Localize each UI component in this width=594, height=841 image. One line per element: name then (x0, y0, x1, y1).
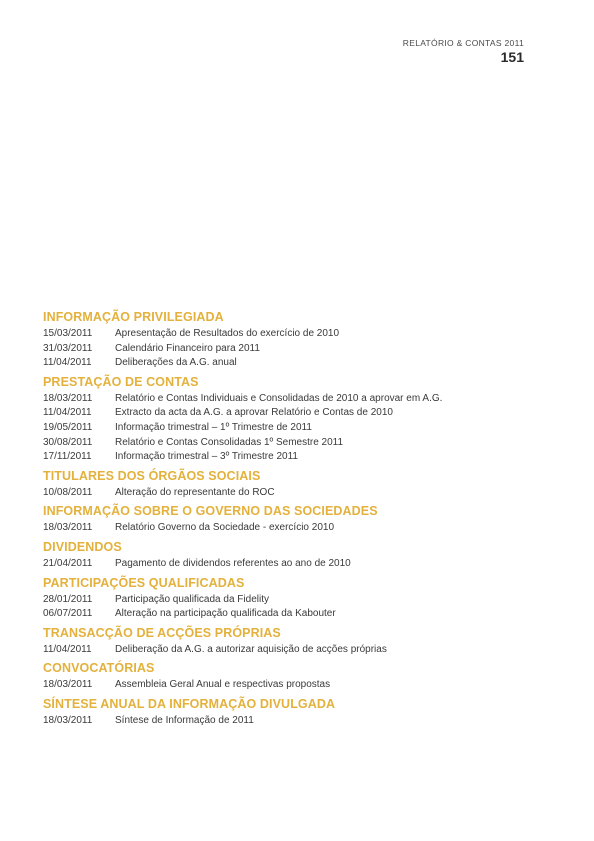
section-title: SÍNTESE ANUAL DA INFORMAÇÃO DIVULGADA (43, 696, 336, 711)
list-item (43, 342, 523, 357)
entry-date: 28/01/2011 (43, 593, 93, 605)
entry-date: 21/04/2011 (43, 557, 93, 569)
list-item (43, 714, 523, 729)
section-title: INFORMAÇÃO PRIVILEGIADA (43, 310, 224, 324)
entry-date: 06/07/2011 (43, 608, 93, 620)
section-title: TRANSACÇÃO DE ACÇÕES PRÓPRIAS (43, 625, 281, 640)
page-number: 151 (500, 49, 524, 65)
entry-date: 18/03/2011 (43, 392, 93, 404)
entry-description: Calendário Financeiro para 2011 (115, 342, 260, 354)
entry-description: Informação trimestral – 1º Trimestre de 2011 (115, 421, 312, 433)
list-item (43, 521, 523, 536)
section-title: INFORMAÇÃO SOBRE O GOVERNO DAS SOCIEDADES (43, 504, 378, 519)
list-item (43, 406, 523, 421)
entry-description: Alteração do representante do ROC (115, 486, 275, 498)
entry-date: 18/03/2011 (43, 522, 93, 534)
section-titulares-dos-orgaos-sociais (43, 469, 523, 501)
entry-description: Relatório Governo da Sociedade - exercício 2010 (115, 522, 335, 534)
list-item (43, 557, 523, 572)
entry-date: 11/04/2011 (43, 357, 92, 369)
report-title: RELATÓRIO & CONTAS 2011 (402, 38, 524, 48)
list-item (43, 327, 523, 342)
section-governo-das-sociedades (43, 504, 523, 536)
entry-description: Assembleia Geral Anual e respectivas propostas (115, 679, 331, 691)
list-item (43, 450, 523, 465)
list-item (43, 356, 523, 371)
entry-date: 18/03/2011 (43, 714, 93, 726)
section-title: PRESTAÇÃO DE CONTAS (43, 374, 199, 389)
section-dividendos (43, 540, 523, 572)
entry-description: Deliberações da A.G. anual (115, 357, 237, 369)
section-informacao-privilegiada (43, 310, 523, 371)
disclosure-list (43, 310, 523, 733)
entry-description: Participação qualificada da Fidelity (115, 593, 269, 605)
entry-description: Informação trimestral – 3º Trimestre 2011 (115, 451, 298, 463)
entry-date: 10/08/2011 (43, 486, 93, 498)
entry-description: Relatório e Contas Individuais e Consolidadas de 2010 a aprovar em A.G. (115, 392, 443, 404)
entry-date: 11/04/2011 (43, 407, 92, 419)
entry-description: Síntese de Informação de 2011 (115, 714, 254, 726)
section-sintese-anual (43, 697, 523, 729)
list-item (43, 607, 523, 622)
section-participacoes-qualificadas (43, 576, 523, 622)
list-item (43, 643, 523, 658)
entry-date: 18/03/2011 (43, 679, 93, 691)
section-title: TITULARES DOS ÓRGÃOS SOCIAIS (43, 468, 261, 483)
entry-date: 15/03/2011 (43, 328, 93, 339)
entry-description: Relatório e Contas Consolidadas 1º Semestre 2011 (115, 436, 344, 448)
entry-date: 31/03/2011 (43, 342, 93, 354)
entry-description: Deliberação da A.G. a autorizar aquisição de acções próprias (115, 643, 387, 655)
entry-description: Alteração na participação qualificada da Kabouter (115, 608, 336, 620)
entry-date: 11/04/2011 (43, 643, 92, 655)
entry-description: Apresentação de Resultados do exercício de 2010 (115, 328, 340, 339)
list-item (43, 436, 523, 451)
list-item (43, 486, 523, 501)
section-transaccao-de-accoes-proprias (43, 626, 523, 658)
list-item (43, 593, 523, 608)
section-convocatorias (43, 661, 523, 693)
page-header (403, 38, 524, 65)
entry-description: Pagamento de dividendos referentes ao ano de 2010 (115, 557, 351, 569)
entry-description: Extracto da acta da A.G. a aprovar Relatório e Contas de 2010 (115, 407, 393, 419)
entry-date: 19/05/2011 (43, 421, 93, 433)
section-title: PARTICIPAÇÕES QUALIFICADAS (43, 575, 245, 590)
list-item (43, 678, 523, 693)
section-title: CONVOCATÓRIAS (43, 661, 155, 676)
entry-date: 30/08/2011 (43, 436, 93, 448)
list-item (43, 421, 523, 436)
list-item (43, 392, 523, 407)
entry-date: 17/11/2011 (43, 451, 92, 463)
section-prestacao-de-contas (43, 375, 523, 465)
section-title: DIVIDENDOS (43, 539, 122, 554)
